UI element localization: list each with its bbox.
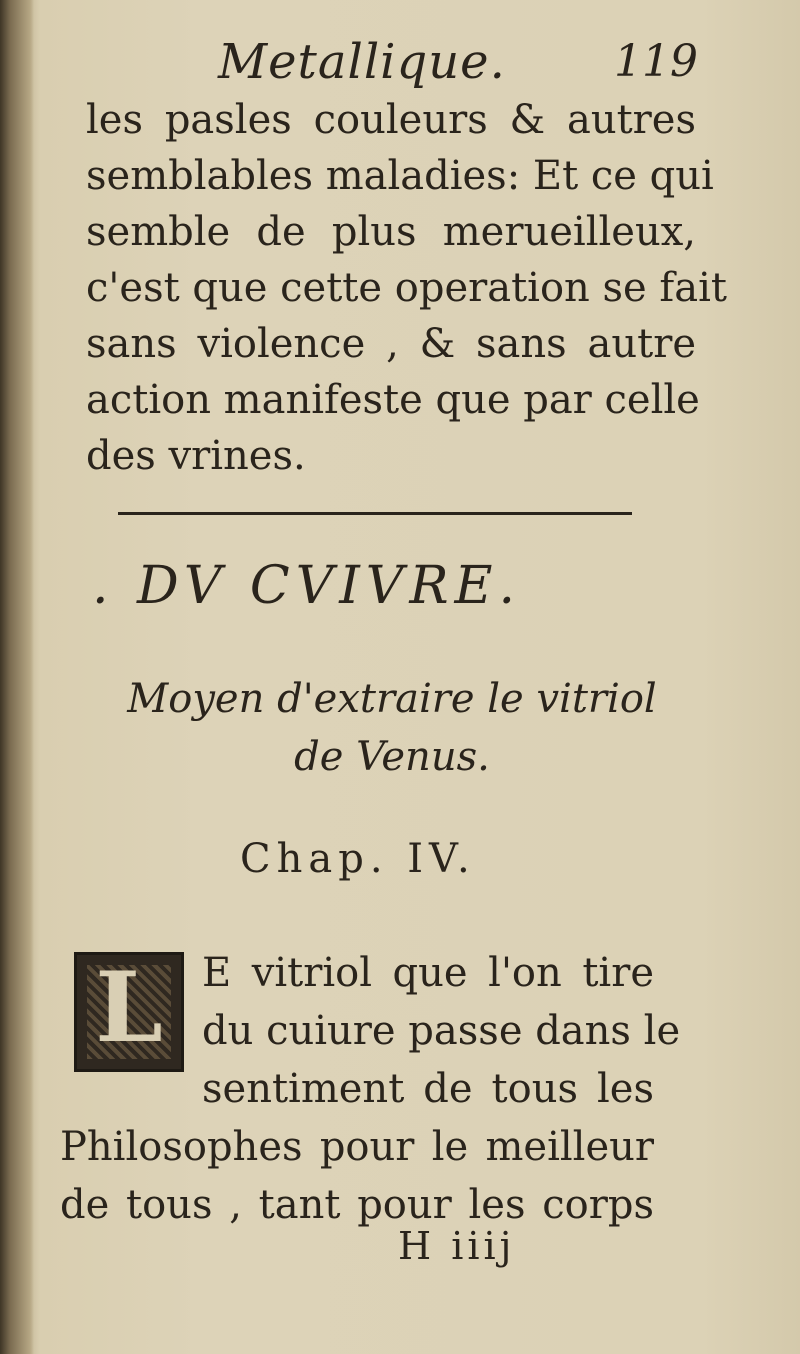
book-gutter (0, 0, 34, 1354)
page-header (0, 30, 800, 100)
text-line: du cuiure passe dans le (202, 1008, 681, 1054)
text-line: Philosophes pour le meilleur (60, 1124, 654, 1170)
signature-mark: H iiij (398, 1224, 516, 1268)
initial-letter: L (95, 951, 163, 1064)
section-divider (118, 512, 632, 515)
text-line: semblables maladies: Et ce qui (86, 153, 714, 199)
text-line: action manifeste que par celle (86, 377, 700, 423)
text-line: les pasles couleurs & autres (86, 97, 696, 143)
subtitle-line: Moyen d'extraire le vitriol (127, 676, 657, 722)
section-heading: . DV CVIVRE. (92, 556, 521, 616)
section-subtitle (92, 670, 692, 786)
text-line: des vrines. (86, 433, 306, 479)
text-line: de tous , tant pour les corps (60, 1182, 654, 1228)
subtitle-line: de Venus. (294, 734, 490, 780)
text-line: semble de plus merueilleux, (86, 209, 696, 255)
text-line: c'est que cette operation se fait (86, 265, 727, 311)
chapter-label: Chap. IV. (240, 836, 476, 882)
running-title: Metallique. (218, 34, 506, 90)
text-line: sans violence , & sans autre (86, 321, 696, 367)
chapter-paragraph (60, 944, 681, 1234)
text-line: sentiment de tous les (202, 1066, 654, 1112)
top-text-block (86, 92, 727, 484)
page-number: 119 (614, 36, 698, 87)
text-line: E vitriol que l'on tire (202, 950, 654, 996)
